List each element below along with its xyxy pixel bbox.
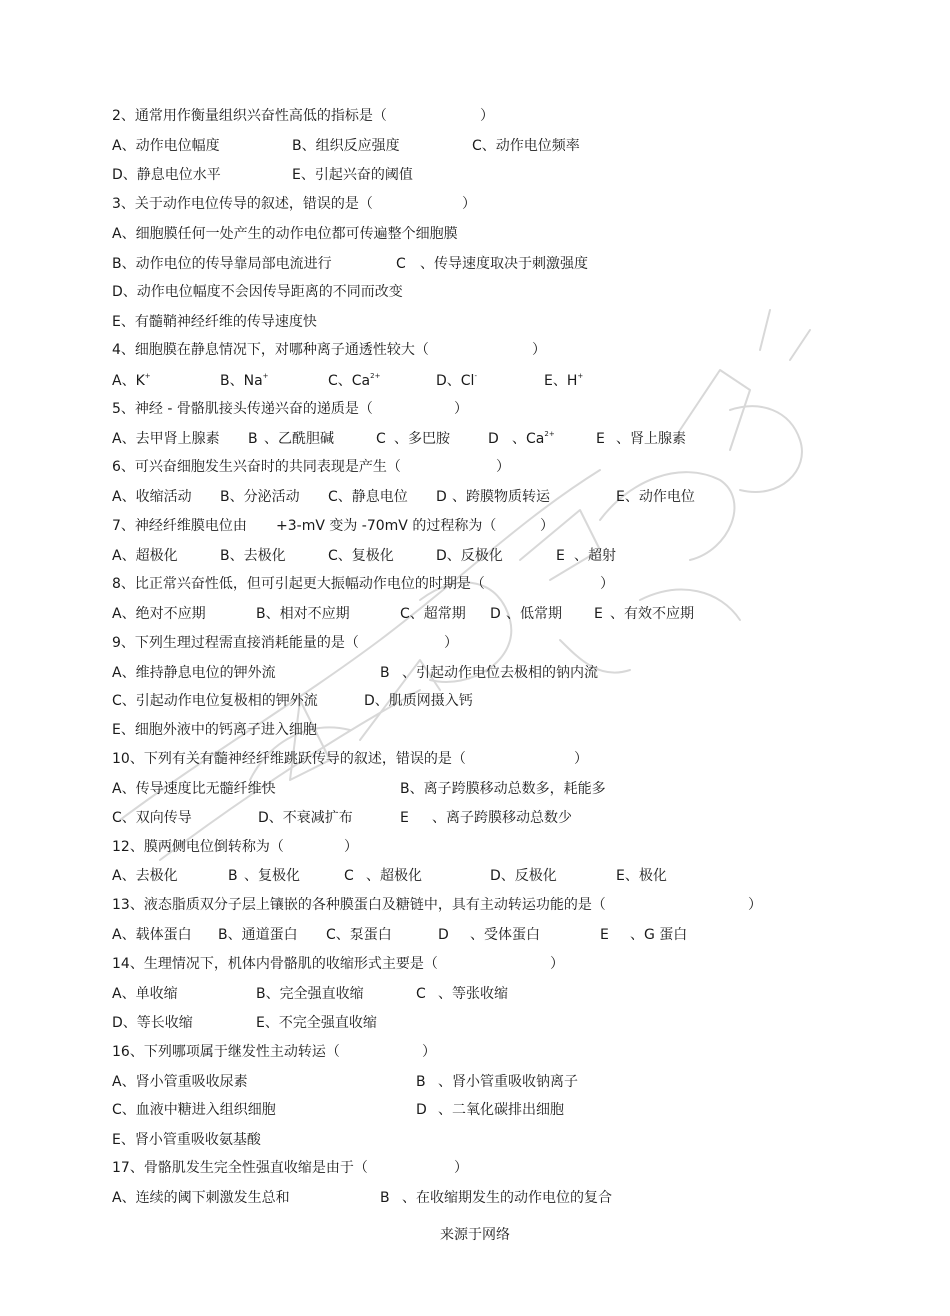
question-text: 13、液态脂质双分子层上镶嵌的各种膜蛋白及糖链中，具有主动转运功能的是（ [112, 897, 606, 913]
option-e-letter: E [400, 810, 409, 826]
option-d: 、跨膜物质转运 [452, 489, 550, 505]
option-e: 、肾上腺素 [616, 431, 686, 447]
option-b: 、肾小管重吸收钠离子 [438, 1074, 578, 1090]
option-b: 、复极化 [244, 868, 300, 884]
option-c: C、血液中糖进入组织细胞 [112, 1102, 276, 1118]
option-a: A、超极化 [112, 548, 178, 564]
question-text: 14、生理情况下，机体内骨骼肌的收缩形式主要是（ [112, 956, 438, 972]
option-b: 、在收缩期发生的动作电位的复合 [402, 1190, 612, 1206]
option-e-letter: E [556, 548, 565, 564]
option-e: 、离子跨膜移动总数少 [432, 810, 572, 826]
option-e-letter: E [596, 431, 605, 447]
option-c: C、复极化 [328, 548, 394, 564]
question-text: 12、膜两侧电位倒转称为（ [112, 839, 284, 855]
option-b-letter: B [416, 1074, 426, 1090]
option-e-letter: E [600, 927, 609, 943]
option-c: 、传导速度取决于刺激强度 [420, 256, 588, 272]
option-c: 、超极化 [366, 868, 422, 884]
question-text: 6、可兴奋细胞发生兴奋时的共同表现是产生（ [112, 459, 401, 475]
option-a: A、去甲肾上腺素 [112, 431, 220, 447]
option-a: A、连续的阈下刺激发生总和 [112, 1190, 290, 1206]
question-text: 8、比正常兴奋性低，但可引起更大振幅动作电位的时期是（ [112, 576, 485, 592]
option-e: E、肾小管重吸收氨基酸 [112, 1132, 261, 1148]
answer-blank-close: ） [344, 839, 358, 855]
option-b: B、组织反应强度 [292, 138, 400, 154]
option-a: A、收缩活动 [112, 489, 192, 505]
option-c-letter: C [396, 256, 406, 272]
option-d-letter: D [438, 927, 449, 943]
answer-blank-close: ） [444, 635, 458, 651]
option-d-letter: D [416, 1102, 427, 1118]
answer-blank-close: ） [454, 1160, 468, 1176]
answer-blank-close: ） [540, 518, 554, 534]
question-text: 4、细胞膜在静息情况下，对哪种离子通透性较大（ [112, 342, 429, 358]
option-b-letter: B [248, 431, 258, 447]
option-d: D、动作电位幅度不会因传导距离的不同而改变 [112, 284, 403, 300]
option-b: B、分泌活动 [220, 489, 300, 505]
option-c: C、静息电位 [328, 489, 408, 505]
question-text: 16、下列哪项属于继发性主动转运（ [112, 1044, 340, 1060]
option-e: E、细胞外液中的钙离子进入细胞 [112, 722, 317, 738]
question-text: 7、神经纤维膜电位由 [112, 518, 247, 534]
option-e: E、H+ [544, 372, 584, 389]
option-e: 、G 蛋白 [630, 927, 688, 943]
answer-blank-close: ） [748, 897, 762, 913]
question-text: 10、下列有关有髓神经纤维跳跃传导的叙述，错误的是（ [112, 751, 466, 767]
option-d: D、反极化 [490, 868, 557, 884]
option-a: A、载体蛋白 [112, 927, 192, 943]
question-text: 2、通常用作衡量组织兴奋性高低的指标是（ [112, 108, 387, 124]
answer-blank-close: ） [454, 401, 468, 417]
option-d: D、反极化 [436, 548, 503, 564]
page-footer: 来源于网络 [440, 1227, 510, 1243]
option-a: A、传导速度比无髓纤维快 [112, 781, 276, 797]
answer-blank-close: ） [574, 751, 588, 767]
option-c: C、双向传导 [112, 810, 192, 826]
option-b: B、完全强直收缩 [256, 986, 364, 1002]
option-e: E、极化 [616, 868, 667, 884]
option-b: B、通道蛋白 [218, 927, 298, 943]
option-d: 、二氧化碳排出细胞 [438, 1102, 564, 1118]
option-c: C、泵蛋白 [326, 927, 392, 943]
option-a: A、维持静息电位的钾外流 [112, 665, 276, 681]
option-a: A、K+ [112, 372, 151, 389]
option-e: E、不完全强直收缩 [256, 1015, 377, 1031]
option-c-letter: C [376, 431, 386, 447]
option-e: E、引起兴奋的阈值 [292, 167, 413, 183]
option-c: C、超常期 [400, 606, 466, 622]
option-b: B、离子跨膜移动总数多，耗能多 [400, 781, 606, 797]
option-d: 、低常期 [506, 606, 562, 622]
option-b: B、去极化 [220, 548, 286, 564]
option-c: C、$Ca^{2+}$ [328, 372, 381, 389]
option-b: 、引起动作电位去极相的钠内流 [402, 665, 598, 681]
option-b: B、Na+ [220, 372, 269, 389]
option-c: 、等张收缩 [438, 986, 508, 1002]
answer-blank-close: ） [496, 459, 510, 475]
option-e: E、动作电位 [616, 489, 695, 505]
option-b: B、相对不应期 [256, 606, 350, 622]
option-a: A、动作电位幅度 [112, 138, 220, 154]
option-c-letter: C [416, 986, 426, 1002]
option-c-letter: C [344, 868, 354, 884]
option-a: A、肾小管重吸收尿素 [112, 1074, 248, 1090]
option-e-letter: E [594, 606, 603, 622]
option-a: A、单收缩 [112, 986, 178, 1002]
option-a: A、绝对不应期 [112, 606, 206, 622]
option-e: 、超射 [574, 548, 616, 564]
option-d: 、$Ca^{2+}$ [512, 430, 555, 447]
option-d-letter: D [488, 431, 499, 447]
option-b-letter: B [380, 1190, 390, 1206]
option-e: E、有髓鞘神经纤维的传导速度快 [112, 314, 317, 330]
option-e: 、有效不应期 [610, 606, 694, 622]
option-b-letter: B [380, 665, 390, 681]
question-text-cont: +3-mV 变为 -70mV 的过程称为（ [276, 518, 497, 534]
option-c: C、引起动作电位复极相的钾外流 [112, 693, 318, 709]
option-d: 、受体蛋白 [470, 927, 540, 943]
option-b: B、动作电位的传导靠局部电流进行 [112, 256, 332, 272]
answer-blank-close: ） [532, 342, 546, 358]
option-c: C、动作电位频率 [472, 138, 580, 154]
option-d: D、Cl- [436, 372, 477, 389]
answer-blank-close: ） [462, 196, 476, 212]
answer-blank-close: ） [480, 108, 494, 124]
answer-blank-close: ） [550, 956, 564, 972]
option-b-letter: B [228, 868, 238, 884]
answer-blank-close: ） [422, 1044, 436, 1060]
option-b: 、乙酰胆碱 [264, 431, 334, 447]
question-text: 3、关于动作电位传导的叙述，错误的是（ [112, 196, 373, 212]
option-c: 、多巴胺 [394, 431, 450, 447]
option-d: D、肌质网摄入钙 [364, 693, 473, 709]
answer-blank-close: ） [600, 576, 614, 592]
option-d-letter: D [490, 606, 501, 622]
question-text: 17、骨骼肌发生完全性强直收缩是由于（ [112, 1160, 368, 1176]
option-a: A、细胞膜任何一处产生的动作电位都可传遍整个细胞膜 [112, 226, 458, 242]
option-d: D、静息电位水平 [112, 167, 221, 183]
question-text: 5、神经 - 骨骼肌接头传递兴奋的递质是（ [112, 401, 373, 417]
option-d: D、不衰减扩布 [258, 810, 353, 826]
question-text: 9、下列生理过程需直接消耗能量的是（ [112, 635, 359, 651]
option-d: D、等长收缩 [112, 1015, 193, 1031]
option-a: A、去极化 [112, 868, 178, 884]
option-d-letter: D [436, 489, 447, 505]
